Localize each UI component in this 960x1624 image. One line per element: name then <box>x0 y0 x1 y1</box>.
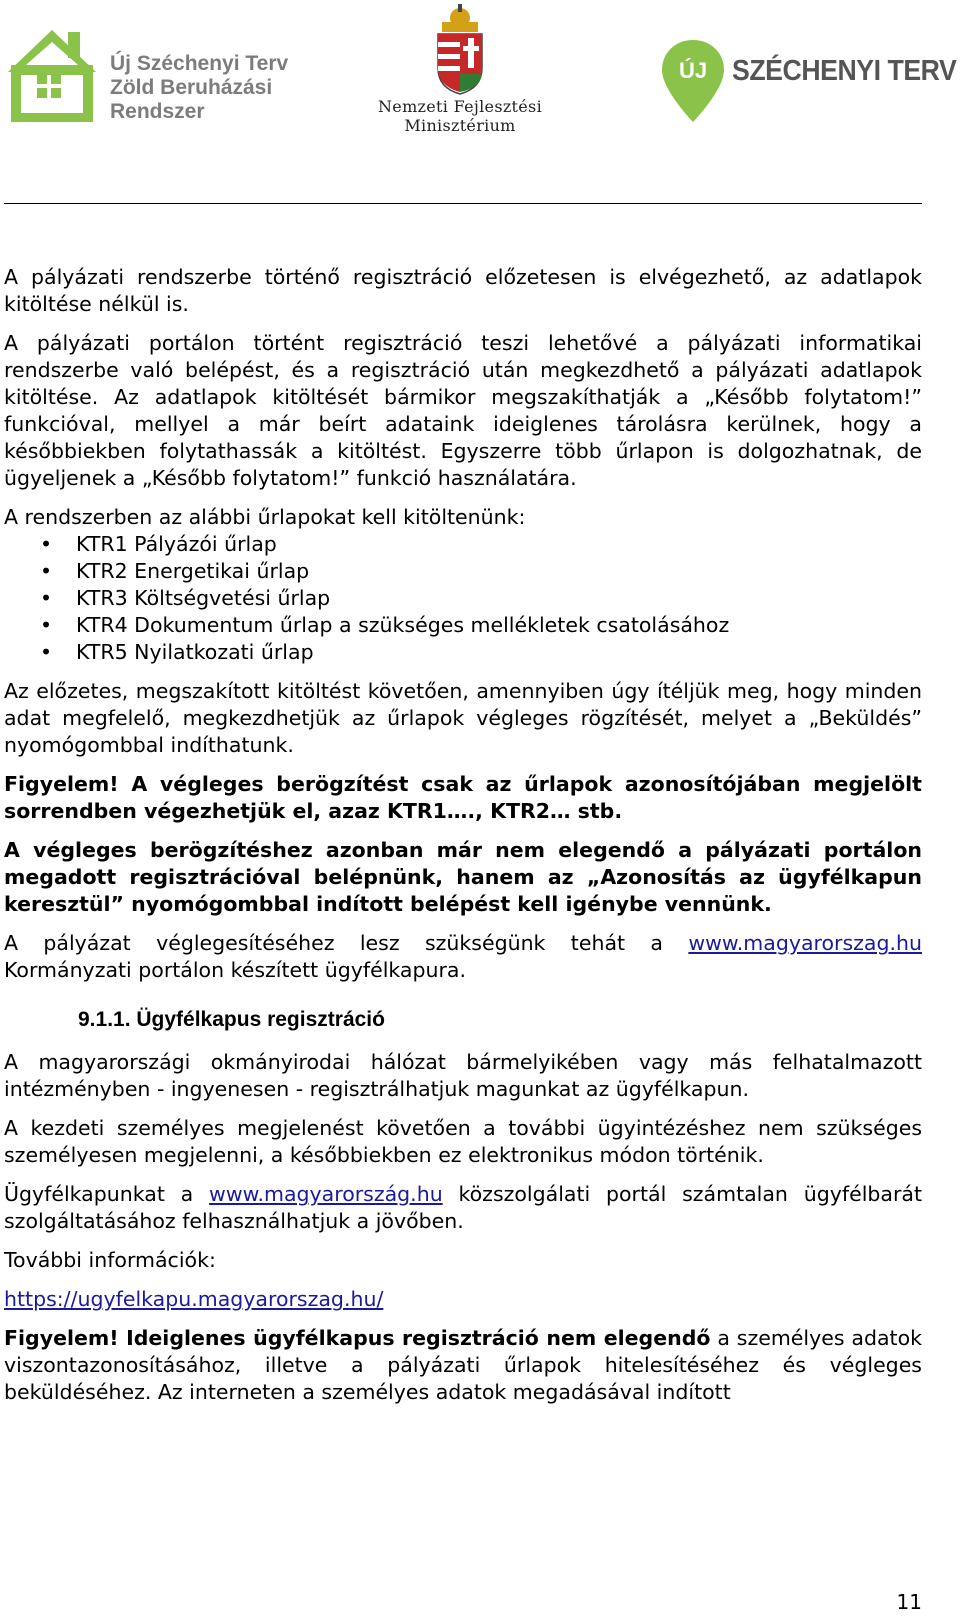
form-list <box>4 531 922 666</box>
magyarorszag-link[interactable]: www.magyarorszag.hu <box>688 931 922 955</box>
nfm-logo <box>370 4 550 139</box>
list-item: • KTR4 Dokumentum űrlap a szükséges mellékletek csatolásához <box>4 612 922 639</box>
paragraph-6 <box>4 930 922 984</box>
uj-szechenyi-terv-logo <box>660 38 960 128</box>
left-logo-line-2: Zöld Beruházási <box>110 76 273 99</box>
paragraph-3: Az előzetes, megszakított kitöltést követően, amennyiben úgy ítéljük meg, hogy minden adat megfelelő, megkezdhetjük az űrlapok végleges rögzítését, melyet a „Beküldés” nyomógombbal indíthatunk. <box>4 679 922 757</box>
paragraph-6-text-a: A pályázat véglegesítéséhez lesz szükségünk tehát a <box>4 931 689 955</box>
list-item: • KTR3 Költségvetési űrlap <box>4 585 922 612</box>
magyarorszag-link-2[interactable]: www.magyarország.hu <box>209 1182 443 1206</box>
right-logo-text: SZÉCHENYI TERV <box>732 55 957 87</box>
section-heading: 9.1.1. Ügyfélkapus regisztráció <box>78 1008 385 1031</box>
warning-paragraph-1: Figyelem! A végleges berögzítést csak az űrlapok azonosítójában megjelölt sorrendben végezhetjük el, azaz KTR1…., KTR2… stb. <box>4 772 922 823</box>
left-logo-line-1: Új Széchenyi Terv <box>110 52 289 75</box>
paragraph-8: A kezdeti személyes megjelenést követően a további ügyintézéshez nem szükséges személyesen megjelenni, a későbbiekben ez elektronikus módon történik. <box>4 1116 922 1167</box>
mid-logo-line-1: Nemzeti Fejlesztési <box>378 97 542 116</box>
paragraph-9 <box>4 1181 922 1235</box>
page-number: 11 <box>896 1590 922 1614</box>
hungarian-coat-of-arms-icon <box>370 4 550 96</box>
header-divider <box>4 203 922 204</box>
map-pin-icon <box>660 38 726 124</box>
list-item: • KTR2 Energetikai űrlap <box>4 558 922 585</box>
uszt-zbr-logo <box>4 22 304 132</box>
list-intro: A rendszerben az alábbi űrlapokat kell kitöltenünk: <box>4 505 526 529</box>
paragraph-7: A magyarországi okmányirodai hálózat bármelyikében vagy más felhatalmazott intézményben - ingyenesen - regisztrálhatjuk magunkat az ügyfélkapun. <box>4 1050 922 1101</box>
more-info-label: További információk: <box>4 1248 216 1272</box>
paragraph-11-bold: Figyelem! Ideiglenes ügyfélkapus regisztráció nem elegendő <box>4 1326 711 1350</box>
left-logo-line-3: Rendszer <box>110 100 205 123</box>
right-logo-badge: ÚJ <box>678 58 708 83</box>
mid-logo-line-2: Minisztérium <box>404 116 516 135</box>
list-item: • KTR1 Pályázói űrlap <box>4 531 922 558</box>
list-item: • KTR5 Nyilatkozati űrlap <box>4 639 922 666</box>
paragraph-9-text-a: Ügyfélkapunkat a <box>4 1182 210 1206</box>
paragraph-6-text-b: Kormányzati portálon készített ügyfélkapura. <box>4 958 466 982</box>
paragraph-1: A pályázati rendszerbe történő regisztráció előzetesen is elvégezhető, az adatlapok kitöltése nélkül is. <box>4 265 922 316</box>
main-content <box>4 264 922 1418</box>
green-house-icon <box>4 22 100 122</box>
paragraph-11 <box>4 1325 922 1406</box>
warning-paragraph-2: A végleges berögzítéshez azonban már nem elegendő a pályázati portálon megadott regisztrációval belépnünk, hanem az „Azonosítás az ügyfélkapun keresztül” nyomógombbal indított belépést kell igénybe vennünk. <box>4 838 922 916</box>
paragraph-9-text-b: közszolgálati portál számtalan ügyfélbarát szolgáltatásához felhasználhatjuk a jövőben. <box>4 1182 922 1233</box>
paragraph-2: A pályázati portálon történt regisztráció teszi lehetővé a pályázati informatikai rendszerbe való belépést, és a regisztráció után megkezdhető a pályázati adatlapok kitöltése. Az adatlapok kitöltését bármikor megszakíthatják a „Később folytatom!” funkcióval, mellyel a már beírt adataink ideiglenes tárolásra kerülnek, hogy a későbbiekben folytathassák a kitöltést. Egyszerre több űrlapon is dolgozhatnak, de ügyeljenek a „Később folytatom!” funkció használatára. <box>4 331 922 490</box>
page-header <box>0 0 960 210</box>
paragraph-11-text: a személyes adatok viszontazonosításához, illetve a pályázati űrlapok hitelesítéséhez és végleges beküldéséhez. Az interneten a személyes adatok megadásával indított <box>4 1326 922 1404</box>
ugyfelkapu-link[interactable]: https://ugyfelkapu.magyarorszag.hu/ <box>4 1287 384 1311</box>
